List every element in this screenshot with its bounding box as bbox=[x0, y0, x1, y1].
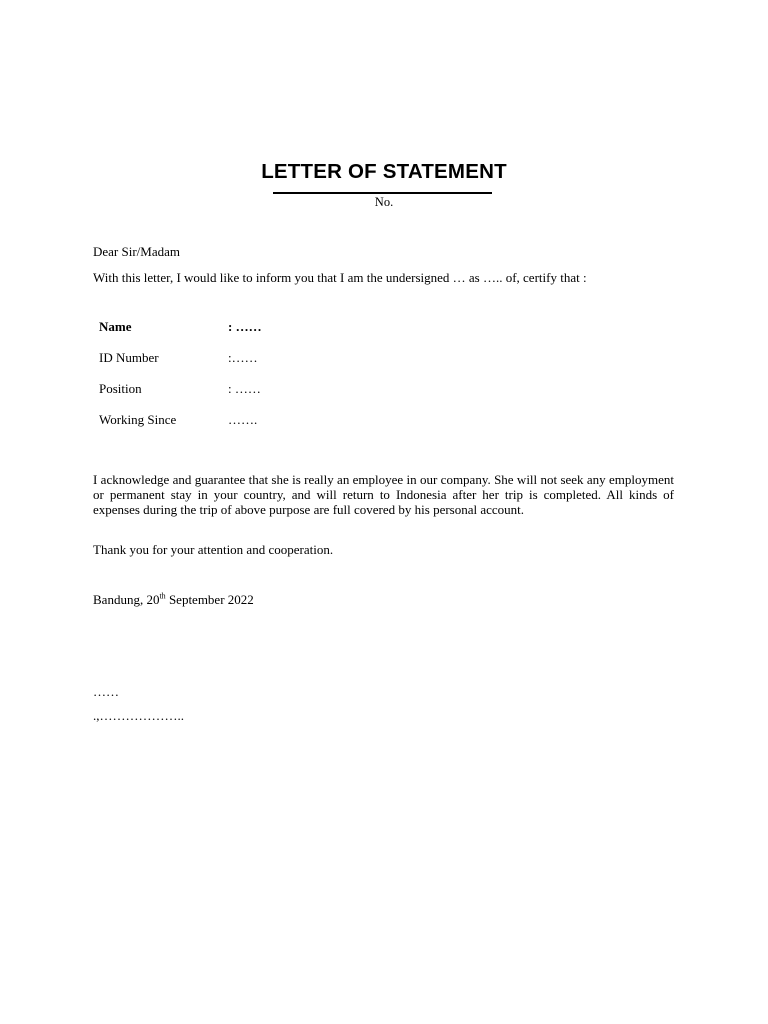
field-label-id-number: ID Number bbox=[99, 350, 159, 365]
signature-title: .,……………….. bbox=[93, 708, 184, 723]
place-date-ordinal: th bbox=[159, 591, 166, 601]
statement-paragraph: I acknowledge and guarantee that she is really an employee in our company. She will not seek any employment or permanent stay in your country, and will return to Indonesia after her trip is completed. All kinds of expenses during the trip of above purpose are full covered by his personal account. bbox=[93, 472, 674, 517]
title-underline bbox=[273, 192, 492, 194]
field-value-name: : …… bbox=[228, 319, 262, 334]
place-date-rest: September 2022 bbox=[165, 592, 254, 607]
field-label-name: Name bbox=[99, 319, 132, 334]
field-value-id-number: :…… bbox=[228, 350, 258, 365]
salutation: Dear Sir/Madam bbox=[93, 244, 181, 259]
field-value-working-since: ……. bbox=[228, 412, 258, 427]
field-value-position: : …… bbox=[228, 381, 261, 396]
field-label-position: Position bbox=[99, 381, 142, 396]
intro-paragraph: With this letter, I would like to inform you that I am the undersigned … as ….. of, certify that : bbox=[93, 270, 587, 285]
letter-title: LETTER OF STATEMENT bbox=[261, 160, 507, 183]
thanks-line: Thank you for your attention and cooperation. bbox=[93, 542, 334, 557]
signature-name: …… bbox=[93, 684, 119, 699]
place-date-prefix: Bandung, 20 bbox=[93, 592, 160, 607]
letter-number-label: No. bbox=[374, 195, 394, 209]
place-date bbox=[93, 592, 254, 607]
field-label-working-since: Working Since bbox=[99, 412, 177, 427]
